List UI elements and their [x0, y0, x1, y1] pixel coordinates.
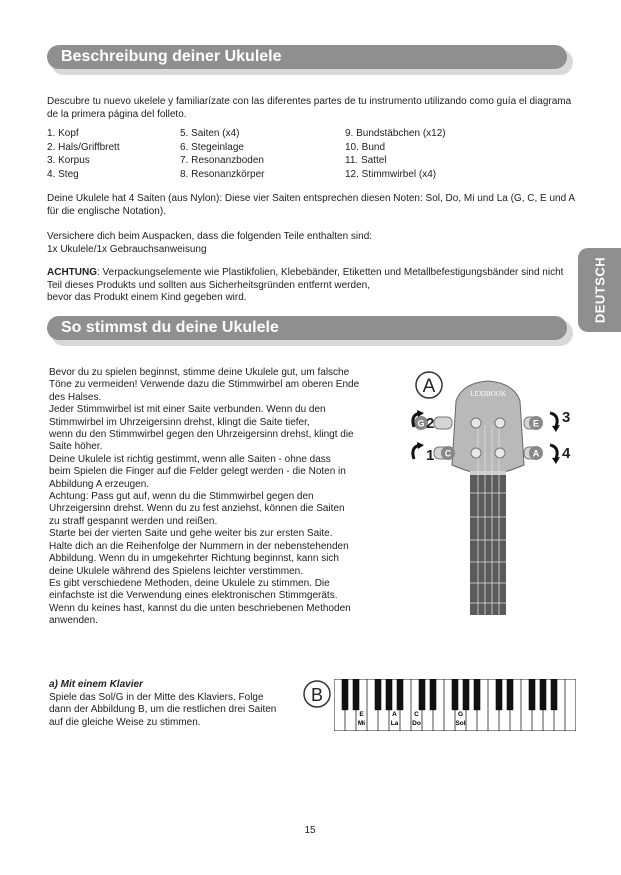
tuning-line: deine Ukulele während des Spielens leichter verstimmen.: [49, 565, 304, 577]
list-item: 8. Resonanzkörper: [180, 168, 265, 180]
piano-method: [49, 679, 309, 729]
tuning-post: [495, 418, 505, 428]
tuning-line: Halte dich an die Reihenfolge der Nummern in der nebenstehenden: [49, 540, 349, 552]
key-note-name: Do: [412, 720, 421, 727]
piano-line: dann der Abbildung B, um die restlichen drei Saiten: [49, 704, 277, 715]
section-title: So stimmst du deine Ukulele: [61, 319, 279, 336]
figure-b-label: B: [310, 685, 324, 705]
unpack-line: 1x Ukulele/1x Gebrauchsanweisung: [47, 243, 207, 255]
key-note-name: La: [390, 720, 399, 727]
parts-column-2: [180, 127, 265, 181]
list-item: 9. Bundstäbchen (x12): [345, 128, 446, 139]
note-badge-label: E: [532, 418, 540, 429]
list-item: 5. Saiten (x4): [180, 128, 240, 139]
tuning-line: Abbildung A erzeugen.: [49, 478, 150, 490]
tuning-line: wenn du den Stimmwirbel gegen den Uhrzeigersinn drehst, klingt die: [49, 429, 354, 441]
rotate-arrow-icon: [550, 445, 557, 459]
list-item: 1. Kopf: [47, 128, 79, 139]
piano-keyboard: [334, 679, 576, 731]
black-key: [375, 679, 382, 710]
tuning-line: Stimmwirbel im Uhrzeigersinn drehst, klingt die Saite tiefer,: [49, 416, 310, 428]
warning-text-end: bevor das Produkt einem Kind gegeben wird.: [47, 292, 247, 303]
intro-text: Descubre tu nuevo ukelele y familiarízate con las diferentes partes de tu instrumento utilizando como guía el diagrama de la primera página del folleto.: [47, 96, 572, 120]
piano-line: auf die gleiche Weise zu stimmen.: [49, 716, 201, 728]
tuning-line: Saite höher.: [49, 441, 103, 453]
list-item: 10. Bund: [345, 141, 386, 153]
list-item: 2. Hals/Griffbrett: [47, 141, 120, 153]
tuning-line: Töne zu vermeiden! Verwende dazu die Stimmwirbel am oberen Ende: [49, 379, 360, 391]
figure-a-label: A: [422, 376, 436, 397]
piano-heading: a) Mit einem Klavier: [49, 679, 143, 690]
black-key: [353, 679, 360, 710]
tuning-line: beim Spielen die Finger auf die Felder gelegt werden - die Noten in: [49, 466, 346, 478]
language-tab-label: DEUTSCH: [592, 256, 607, 324]
tuning-line: Deine Ukulele ist richtig gestimmt, wenn alle Saiten - ohne dass: [49, 453, 331, 465]
black-key: [551, 679, 558, 710]
key-note-name: Sol: [455, 720, 466, 727]
black-key: [386, 679, 393, 710]
key-note-letter: C: [414, 711, 419, 718]
note-badge-label: G: [417, 418, 425, 429]
peg-order-number: 2: [426, 415, 435, 432]
tuning-line: Starte bei der vierten Saite und gehe weiter bis zur ersten Saite.: [49, 528, 333, 540]
strings-note: Deine Ukulele hat 4 Saiten (aus Nylon): Diese vier Saiten entsprechen diesen Noten: Sol, Do, Mi und La (G, C, E und A für die englische Notation).: [47, 193, 575, 217]
arrow-head-icon: [417, 410, 424, 417]
brand-logo: LEXIBOOK: [470, 390, 506, 398]
black-key: [430, 679, 437, 710]
intro-paragraph: [47, 96, 575, 121]
tuning-post: [471, 448, 481, 458]
parts-column-3: [345, 127, 446, 181]
key-note-letter: A: [392, 711, 397, 718]
unpack-line: Versichere dich beim Auspacken, dass die folgenden Teile enthalten sind:: [47, 231, 373, 242]
tuning-line: Abbildung. Wenn du in umgekehrter Richtung beginnst, kann sich: [49, 553, 339, 565]
rotate-arrow-icon: [550, 413, 557, 427]
arrow-head-icon: [552, 457, 560, 464]
section-banner-tuning: [47, 316, 573, 346]
warning-label: ACHTUNG: [47, 267, 97, 278]
peg-order-number: 1: [426, 447, 435, 464]
list-item: 6. Stegeinlage: [180, 141, 244, 153]
black-key: [397, 679, 404, 710]
language-tab: [578, 248, 621, 332]
section-banner-description: [47, 45, 573, 75]
tuning-line: zu straff gespannt werden und reißen.: [49, 515, 218, 527]
tuning-line: Achtung: Pass gut auf, wenn du die Stimmwirbel gegen den: [49, 491, 314, 503]
black-key: [474, 679, 481, 710]
tuning-line: einfachste ist die Verwendung eines elektronischen Stimmgeräts.: [49, 590, 338, 602]
key-note-letter: E: [359, 711, 364, 718]
tuning-line: Wenn du keines hast, kannst du die unten beschriebenen Methoden: [49, 602, 351, 614]
page-number: 15: [304, 825, 316, 836]
black-key: [419, 679, 426, 710]
black-key: [496, 679, 503, 710]
nut: [470, 471, 506, 475]
tuning-line: Jeder Stimmwirbel ist mit einer Saite verbunden. Wenn du den: [49, 404, 326, 416]
list-item: 12. Stimmwirbel (x4): [345, 168, 437, 180]
peg-order-number: 3: [562, 409, 571, 426]
arrow-head-icon: [552, 425, 560, 432]
tuning-paragraph: [49, 367, 389, 628]
key-note-letter: G: [457, 711, 464, 718]
black-key: [540, 679, 547, 710]
tuning-post: [471, 418, 481, 428]
black-key: [507, 679, 514, 710]
list-item: 7. Resonanzboden: [180, 155, 264, 166]
section-title: Beschreibung deiner Ukulele: [61, 48, 282, 65]
tuning-line: des Halses.: [49, 391, 102, 403]
parts-column-1: [47, 127, 120, 181]
note-badge-label: C: [444, 448, 452, 459]
note-badge-label: A: [532, 448, 540, 459]
black-key: [452, 679, 459, 710]
figure-b-badge: [302, 679, 332, 709]
tuning-line: anwenden.: [49, 615, 98, 627]
tuning-line: Uhrzeigersinn drehst. Wenn du zu fest anziehst, können die Saiten: [49, 503, 345, 515]
peg-order-number: 4: [562, 445, 571, 462]
tuning-peg: [434, 417, 452, 429]
tuning-line: Es gibt verschiedene Methoden, deine Ukulele zu stimmen. Die: [49, 577, 330, 589]
black-key: [342, 679, 349, 710]
black-key: [463, 679, 470, 710]
tuning-post: [495, 448, 505, 458]
piano-line: Spiele das Sol/G in der Mitte des Klaviers. Folge: [49, 691, 264, 703]
warning-text: : Verpackungselemente wie Plastikfolien, Klebebänder, Etiketten und Metallbefestigungsbänder sind nicht Teil dieses Produkts und sollten aus Sicherheitsgründen entfernt werden,: [47, 267, 564, 291]
arrow-head-icon: [417, 442, 424, 449]
unpack-note: [47, 231, 575, 256]
key-note-name: Mi: [357, 720, 366, 727]
tuning-line: Bevor du zu spielen beginnst, stimme deine Ukulele gut, um falsche: [49, 367, 350, 378]
black-key: [529, 679, 536, 710]
warning-paragraph: [47, 267, 575, 305]
list-item: 11. Sattel: [345, 155, 387, 166]
figure-a-ukulele-headstock: [400, 365, 578, 615]
list-item: 4. Steg: [47, 168, 79, 180]
list-item: 3. Korpus: [47, 155, 90, 166]
